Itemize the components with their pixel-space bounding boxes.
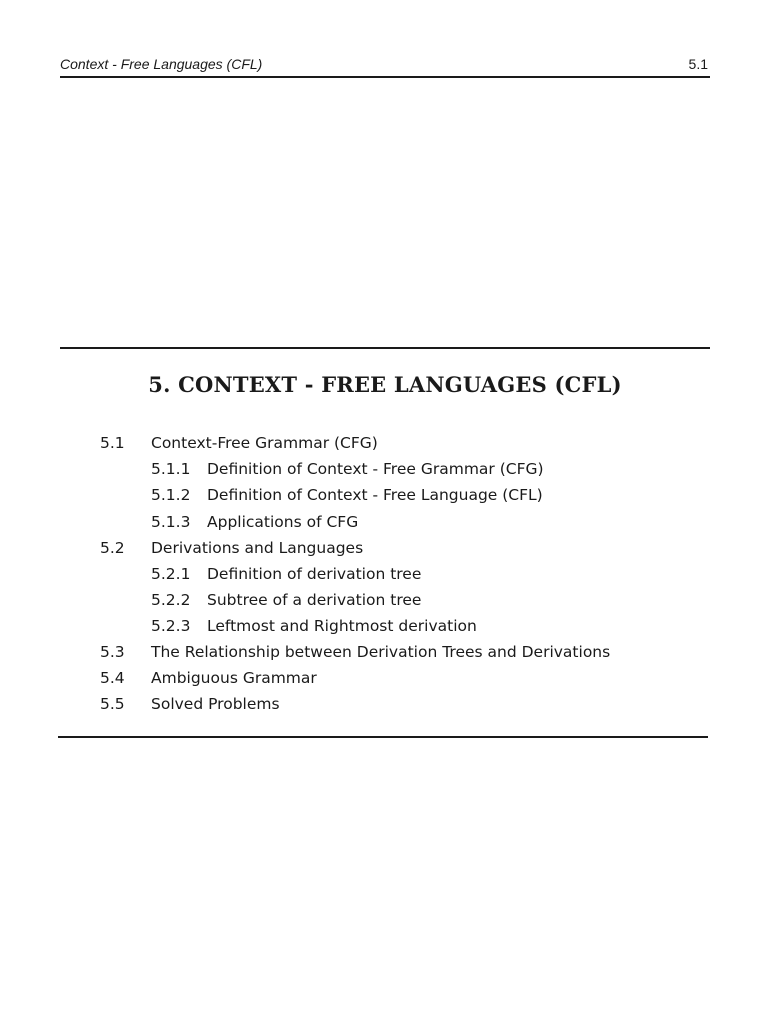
toc-entry-label: Definition of Context - Free Language (CFL) bbox=[207, 486, 543, 504]
toc-entry-number: 5.2.2 bbox=[151, 591, 191, 609]
toc-entry-label: Solved Problems bbox=[151, 695, 280, 713]
running-title: Context - Free Languages (CFL) bbox=[60, 56, 263, 72]
toc-entry-label: Context-Free Grammar (CFG) bbox=[151, 434, 378, 452]
toc-entry-number: 5.1.2 bbox=[151, 486, 191, 504]
toc-entry-label: Derivations and Languages bbox=[151, 539, 364, 557]
toc-entry-label: Subtree of a derivation tree bbox=[207, 591, 422, 609]
toc-entry-label: Definition of Context - Free Grammar (CFG) bbox=[207, 460, 544, 478]
bottom-rule bbox=[58, 736, 708, 738]
toc-entry-label: The Relationship between Derivation Trees and Derivations bbox=[151, 643, 611, 661]
toc-entry-number: 5.4 bbox=[100, 669, 125, 687]
chapter-title: 5. CONTEXT - FREE LANGUAGES (CFL) bbox=[148, 372, 622, 397]
toc-entry-label: Ambiguous Grammar bbox=[151, 669, 317, 687]
running-header bbox=[60, 56, 710, 78]
toc-entry-number: 5.5 bbox=[100, 695, 125, 713]
toc-entry-label: Definition of derivation tree bbox=[207, 565, 422, 583]
toc-entry-number: 5.2.3 bbox=[151, 617, 191, 635]
toc-entry-number: 5.1.1 bbox=[151, 460, 191, 478]
page-number: 5.1 bbox=[688, 56, 708, 72]
toc-entry-number: 5.1.3 bbox=[151, 513, 191, 531]
top-rule bbox=[60, 347, 710, 349]
toc-entry-number: 5.3 bbox=[100, 643, 125, 661]
toc-entry-number: 5.1 bbox=[100, 434, 125, 452]
toc-entry-label: Applications of CFG bbox=[207, 513, 359, 531]
toc-entry-label: Leftmost and Rightmost derivation bbox=[207, 617, 477, 635]
toc-entry-number: 5.2.1 bbox=[151, 565, 191, 583]
toc-entry-number: 5.2 bbox=[100, 539, 125, 557]
